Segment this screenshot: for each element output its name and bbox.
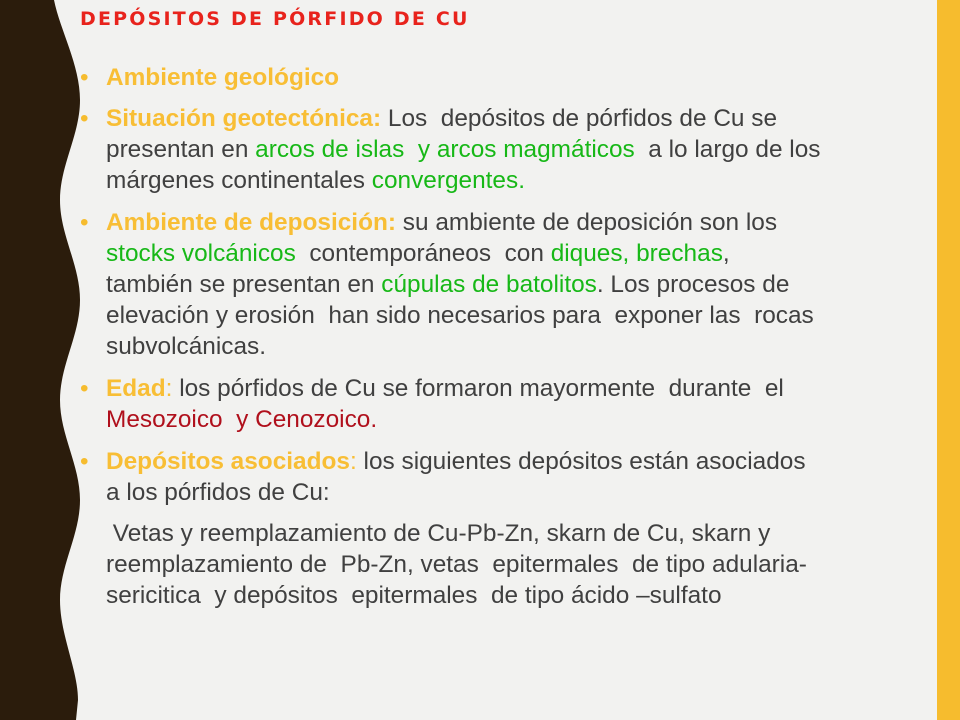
highlight-green: diques, brechas — [550, 240, 723, 267]
text: su ambiente de deposición son los — [396, 209, 778, 236]
highlight-green: arcos de islas y arcos magmáticos — [255, 136, 635, 163]
highlight-green: cúpulas de batolitos — [381, 271, 597, 298]
bullet-label: Edad — [106, 375, 166, 402]
bullet-ambiente-deposicion — [80, 207, 960, 362]
text: , — [722, 240, 730, 267]
text: a los pórfidos de Cu: — [106, 479, 330, 506]
text: . Los procesos de — [596, 271, 790, 298]
bullet-label: Depósitos asociados — [106, 448, 350, 475]
wavy-left-border — [0, 0, 80, 720]
text: presentan en — [106, 136, 256, 163]
bullet-label: Ambiente geológico — [106, 64, 340, 91]
bullet-marker: • — [80, 209, 89, 236]
text: márgenes continentales — [106, 167, 372, 194]
bullet-marker: • — [80, 448, 89, 475]
associated-deposits-paragraph — [80, 518, 960, 611]
highlight-green: stocks volcánicos — [106, 240, 296, 267]
text: elevación y erosión han sido necesarios para exponer las rocas — [106, 302, 814, 329]
paragraph-line: Vetas y reemplazamiento de Cu-Pb-Zn, skarn de Cu, skarn y — [106, 520, 771, 547]
bullet-label: Situación geotectónica: — [106, 105, 382, 132]
paragraph-line: reemplazamiento de Pb-Zn, vetas epitermales de tipo adularia- — [106, 551, 807, 578]
text: los pórfidos de Cu se formaron mayormente durante el — [172, 375, 784, 402]
paragraph-line: sericitica y depósitos epitermales de tipo ácido –sulfato — [106, 582, 722, 609]
bullet-marker: • — [80, 375, 89, 402]
bullet-ambiente-geologico — [80, 62, 960, 93]
text: a lo largo de los — [634, 136, 821, 163]
bullet-label: Ambiente de deposición: — [106, 209, 397, 236]
text: los siguientes depósitos están asociados — [356, 448, 806, 475]
text: Los depósitos de pórfidos de Cu se — [381, 105, 778, 132]
text: contemporáneos con — [295, 240, 551, 267]
bullet-depositos-asociados — [80, 446, 960, 508]
highlight-red: Mesozoico y Cenozoico. — [106, 406, 378, 433]
label-colon: : — [349, 448, 357, 475]
slide-content — [80, 62, 960, 611]
bullet-marker: • — [80, 105, 89, 132]
text: subvolcánicas. — [106, 333, 266, 360]
highlight-green: convergentes. — [371, 167, 525, 194]
bullet-situacion-geotectonica — [80, 103, 960, 196]
slide-title: DEPÓSITOS DE PÓRFIDO DE CU — [80, 8, 470, 30]
bullet-marker: • — [80, 64, 89, 91]
label-colon: : — [165, 375, 173, 402]
text: también se presentan en — [106, 271, 382, 298]
bullet-edad — [80, 373, 960, 435]
